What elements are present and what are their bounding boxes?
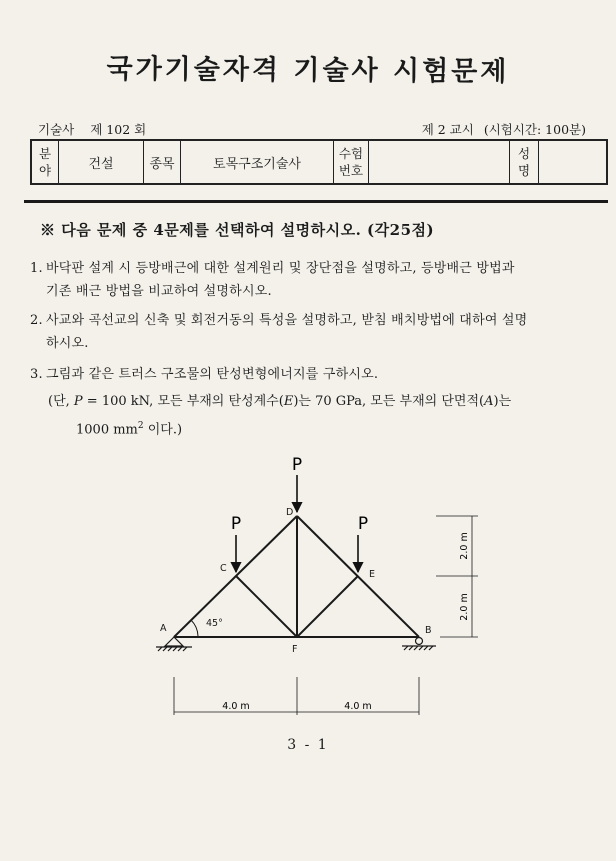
exam-category: 기술사 [38, 122, 75, 137]
dim-height-lower: 2.0 m [459, 593, 470, 621]
horizontal-dimension [174, 677, 419, 715]
exam-number-label-2: 번호 [338, 163, 364, 178]
node-label-b: B [425, 625, 432, 636]
condition-text-end: 이다.) [143, 422, 183, 438]
exam-title: 국가기술자격 기술사 시험문제 [106, 53, 510, 88]
exam-round: 제 102 회 [90, 122, 147, 137]
dim-width-left: 4.0 m [222, 701, 250, 712]
question-1-number: 1. [30, 261, 43, 276]
node-label-e: E [369, 569, 376, 580]
question-2-line2: 하시오. [46, 336, 89, 351]
condition-text-3: )는 70 GPa, 모든 부재의 단면적( [293, 394, 485, 409]
angle-arc [191, 620, 198, 637]
type-value: 토목구조기술사 [181, 140, 334, 184]
dim-width-right: 4.0 m [344, 701, 372, 712]
question-2-number: 2. [30, 313, 43, 328]
condition-text-1: (단, [48, 394, 74, 409]
node-label-f: F [292, 644, 298, 655]
name-label-2: 명 [517, 163, 531, 178]
node-label-c: C [220, 563, 227, 574]
condition-area-value: 1000 mm [76, 422, 138, 438]
member-ef [297, 576, 358, 637]
condition-e-symbol: E [283, 394, 294, 409]
pin-support-a [156, 637, 192, 651]
condition-text-4: )는 [493, 394, 512, 409]
field-value: 건설 [59, 140, 144, 184]
instruction: ※ 다음 문제 중 4문제를 선택하여 설명하시오. (각25점) [40, 221, 435, 239]
condition-p-symbol: P [73, 394, 83, 409]
exam-duration: (시험시간: 100분) [483, 122, 586, 137]
exam-session: 제 2 교시 [421, 122, 474, 137]
member-cf [236, 576, 297, 637]
condition-a-symbol: A [484, 394, 494, 409]
field-label-2: 야 [38, 163, 52, 178]
node-label-a: A [160, 623, 167, 634]
name-label-1: 성 [517, 146, 531, 161]
load-label-d: P [291, 455, 303, 475]
type-label: 종목 [144, 140, 181, 184]
vertical-dimension [436, 516, 478, 637]
dim-height-upper: 2.0 m [459, 532, 470, 560]
angle-label: 45° [206, 618, 223, 629]
load-label-e: P [357, 514, 369, 534]
page-number: 3 - 1 [287, 737, 329, 753]
condition-text-2: = 100 kN, 모든 부재의 탄성계수( [82, 394, 284, 409]
load-label-c: P [230, 514, 242, 534]
question-1-line2: 기존 배근 방법을 비교하여 설명하시오. [46, 284, 272, 299]
roller-support-b [402, 638, 436, 651]
node-label-d: D [286, 507, 294, 518]
question-2-line1: 사교와 곡선교의 신축 및 회전거동의 특성을 설명하고, 받침 배치방법에 대하여 설명 [46, 313, 528, 328]
exam-number-label-1: 수험 [338, 146, 364, 161]
question-3-line1: 그림과 같은 트러스 구조물의 탄성변형에너지를 구하시오. [46, 367, 379, 382]
question-3-number: 3. [30, 367, 43, 382]
field-label-1: 분 [38, 146, 52, 161]
question-1-line1: 바닥판 설계 시 등방배근에 대한 설계원리 및 장단점을 설명하고, 등방배근 방법과 [46, 261, 515, 276]
condition-area-exponent: 2 [137, 421, 144, 431]
